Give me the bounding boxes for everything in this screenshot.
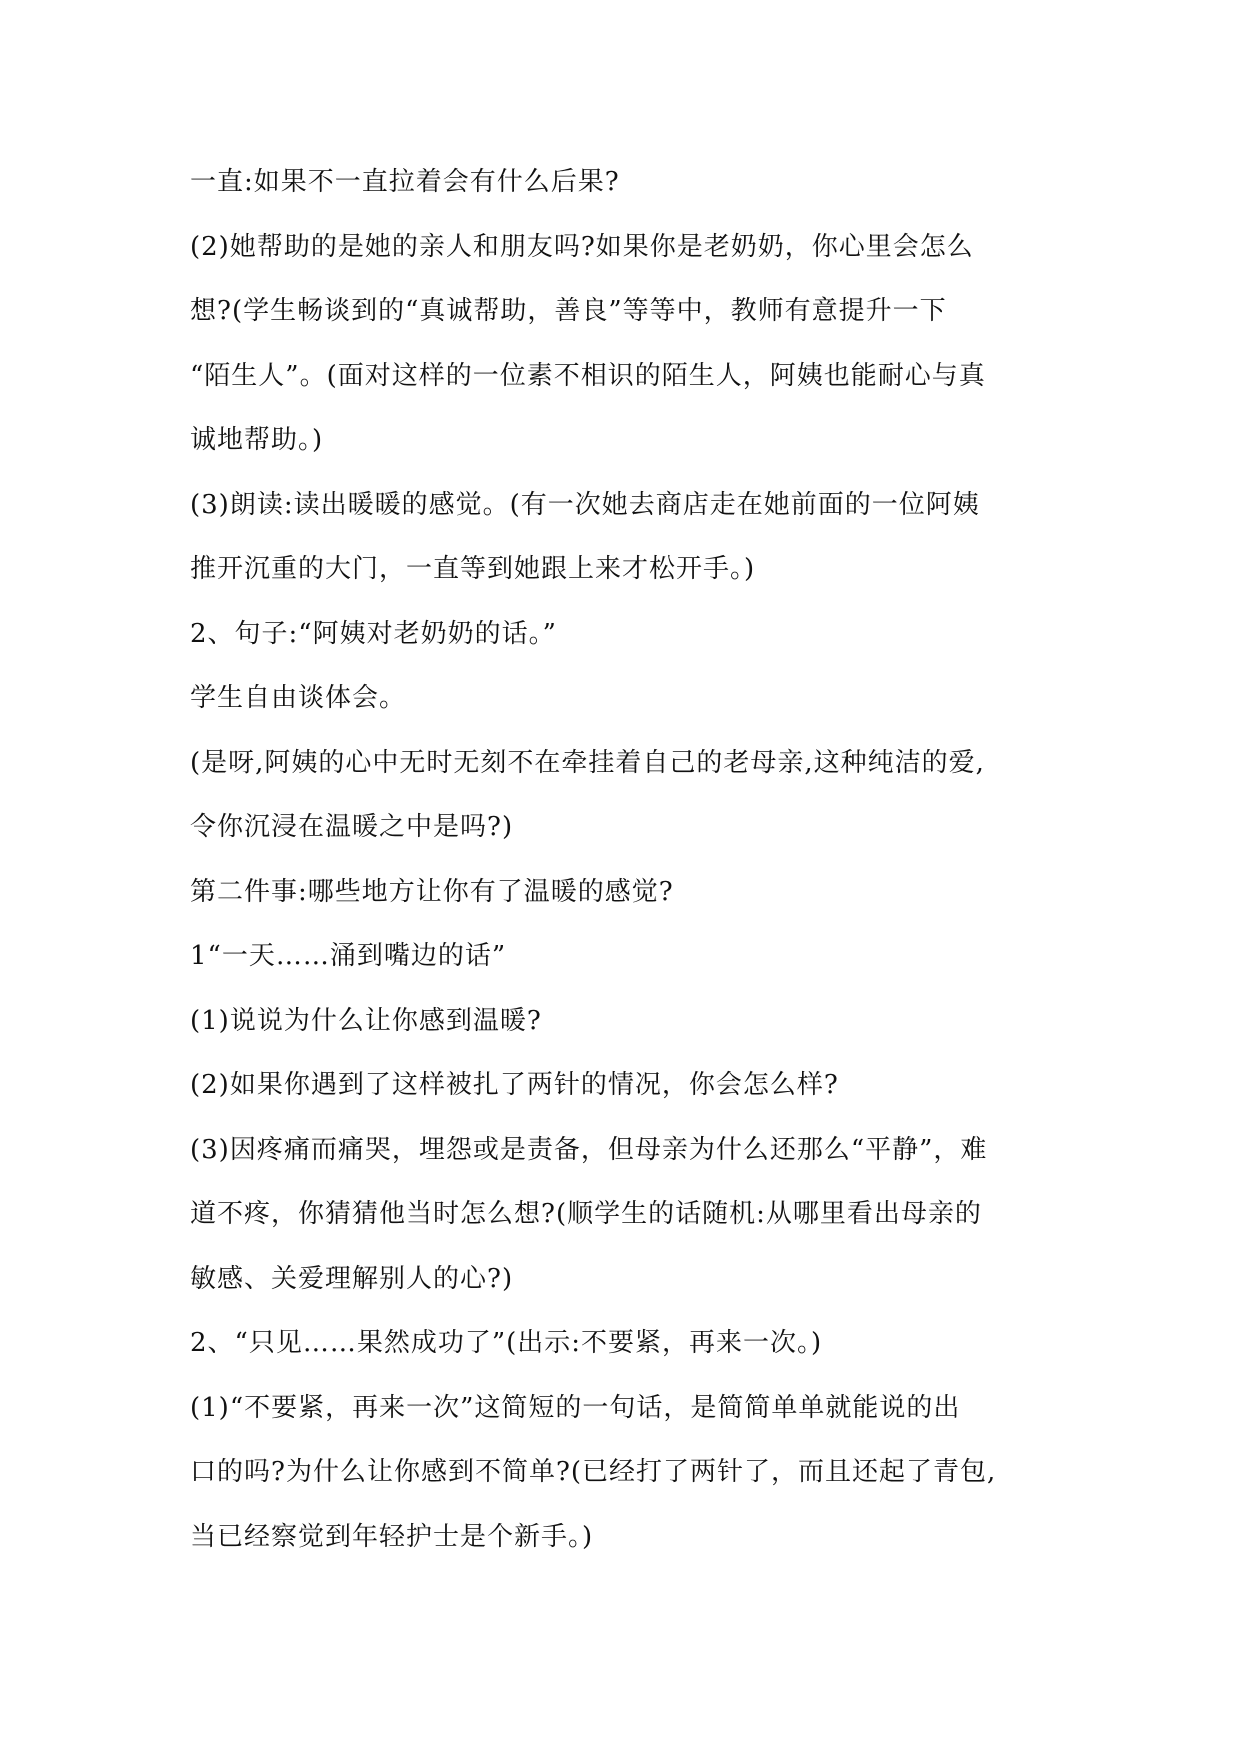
text-line: (1)“不要紧，再来一次”这简短的一句话，是简简单单就能说的出: [190, 1392, 961, 1423]
text-line: 想?(学生畅谈到的“真诚帮助，善良”等等中，教师有意提升一下: [190, 296, 947, 326]
text-line: 1“一天……涌到嘴边的话”: [190, 941, 507, 971]
text-line: (3)因疼痛而痛哭，埋怨或是责备，但母亲为什么还那么“平静”，难: [190, 1134, 988, 1165]
text-line: 道不疼，你猜猜他当时怎么想?(顺学生的话随机:从哪里看出母亲的: [190, 1199, 982, 1229]
text-line: 诚地帮助。): [190, 425, 324, 455]
text-line: 2、“只见……果然成功了”(出示:不要紧，再来一次。): [190, 1328, 823, 1358]
document-body: [190, 150, 1070, 1569]
text-line: 2、句子:“阿姨对老奶奶的话。”: [190, 618, 557, 649]
text-line: 当已经察觉到年轻护士是个新手。): [190, 1521, 594, 1552]
text-line: (3)朗读:读出暖暖的感觉。(有一次她去商店走在她前面的一位阿姨: [190, 489, 980, 520]
text-line: 学生自由谈体会。: [190, 683, 407, 713]
text-line: (1)说说为什么让你感到温暖?: [190, 1005, 542, 1036]
text-line: (是呀,阿姨的心中无时无刻不在牵挂着自己的老母亲,这种纯洁的爱,: [190, 747, 985, 778]
text-line: 令你沉浸在温暖之中是吗?): [190, 812, 514, 842]
text-line: 第二件事:哪些地方让你有了温暖的感觉?: [190, 876, 674, 907]
text-line: (2)她帮助的是她的亲人和朋友吗?如果你是老奶奶，你心里会怎么: [190, 231, 974, 262]
text-line: 敏感、关爱理解别人的心?): [190, 1263, 514, 1294]
text-line: 一直:如果不一直拉着会有什么后果?: [190, 167, 620, 197]
text-line: “陌生人”。(面对这样的一位素不相识的陌生人，阿姨也能耐心与真: [190, 360, 986, 391]
text-line: 推开沉重的大门，一直等到她跟上来才松开手。): [190, 554, 756, 584]
text-line: (2)如果你遇到了这样被扎了两针的情况，你会怎么样?: [190, 1070, 839, 1100]
text-line: 口的吗?为什么让你感到不简单?(已经打了两针了，而且还起了青包,: [190, 1457, 997, 1487]
